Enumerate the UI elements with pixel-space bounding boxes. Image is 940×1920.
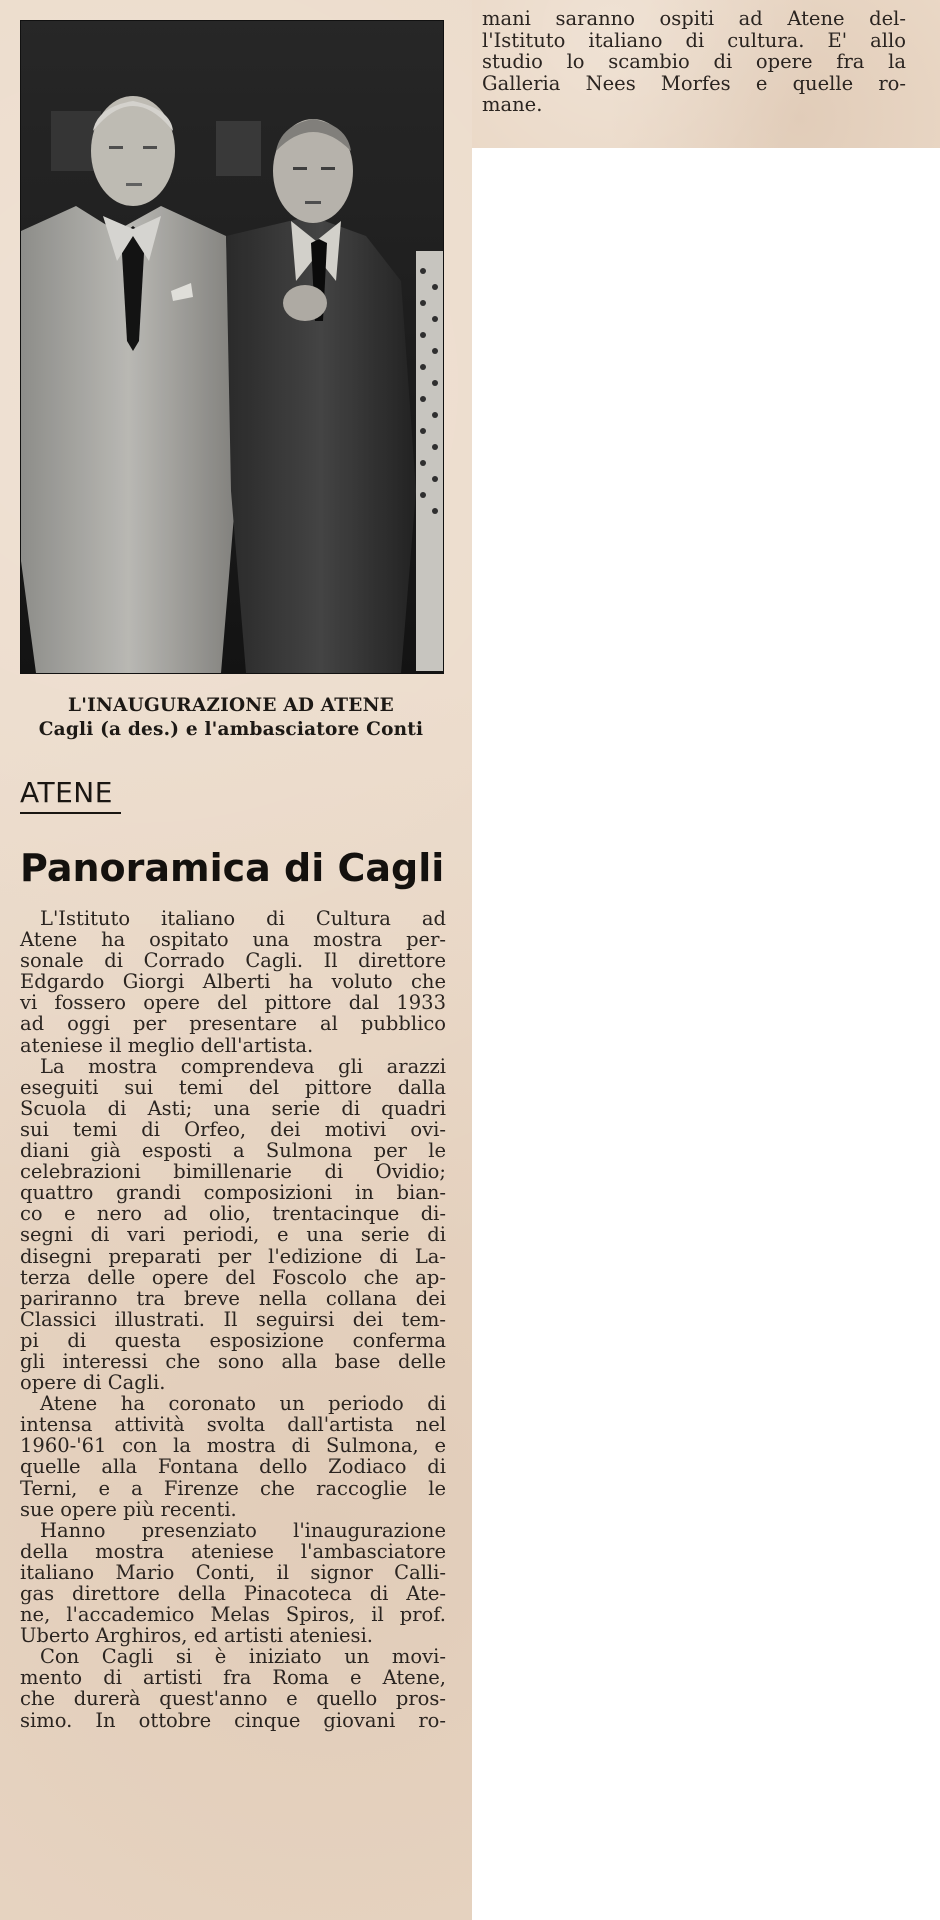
text-line: quattro grandi composizioni in bian- <box>20 1181 446 1205</box>
news-photo <box>20 20 444 674</box>
text-line: studio lo scambio di opere fra la <box>482 50 906 73</box>
text-line: simo. In ottobre cinque giovani ro- <box>20 1708 446 1732</box>
text-line: quelle alla Fontana dello Zodiaco di <box>20 1455 446 1479</box>
text-line: intensa attività svolta dall'artista nel <box>20 1413 446 1437</box>
text-line: Classici illustrati. Il seguirsi dei tem- <box>20 1307 446 1331</box>
text-line: sonale di Corrado Cagli. Il direttore <box>20 949 446 973</box>
text-line: gli interessi che sono alla base delle <box>20 1349 446 1373</box>
text-line: italiano Mario Conti, il signor Calli- <box>20 1560 446 1584</box>
text-line: L'Istituto italiano di Cultura ad <box>40 907 446 930</box>
article-body <box>20 908 446 1731</box>
text-line: diani già esposti a Sulmona per le <box>20 1139 446 1163</box>
text-line: Atene ha ospitato una mostra per- <box>20 928 446 952</box>
text-line: disegni preparati per l'edizione di La- <box>20 1244 446 1268</box>
section-underline <box>20 812 121 814</box>
text-line: 1960-'61 con la mostra di Sulmona, e <box>20 1434 446 1458</box>
photo-illustration <box>21 21 443 673</box>
text-line: sue opere più recenti. <box>20 1497 237 1521</box>
text-line: terza delle opere del Foscolo che ap- <box>20 1265 446 1289</box>
caption-line-2: Cagli (a des.) e l'ambasciatore Conti <box>38 719 424 740</box>
continuation-text <box>482 8 906 116</box>
text-line: La mostra comprendeva gli arazzi <box>40 1054 446 1078</box>
text-line: Hanno presenziato l'inaugurazione <box>40 1518 446 1542</box>
text-line: Uberto Arghiros, ed artisti ateniesi. <box>20 1624 373 1648</box>
text-line: opere di Cagli. <box>20 1371 166 1395</box>
text-line: ne, l'accademico Melas Spiros, il prof. <box>20 1603 446 1627</box>
text-line: Scuola di Asti; una serie di quadri <box>20 1096 446 1120</box>
text-line: l'Istituto italiano di cultura. E' allo <box>482 28 906 52</box>
text-line: Edgardo Giorgi Alberti ha voluto che <box>20 970 446 994</box>
text-line: pariranno tra breve nella collana dei <box>20 1286 446 1310</box>
text-line: mani saranno ospiti ad Atene del- <box>482 7 906 30</box>
text-line: che durerà quest'anno e quello pros- <box>20 1687 446 1711</box>
text-line: gas direttore della Pinacoteca di Ate- <box>20 1582 446 1605</box>
photo-caption <box>20 694 442 742</box>
text-line: Galleria Nees Morfes e quelle ro- <box>482 71 906 95</box>
article-headline: Panoramica di Cagli <box>20 846 445 890</box>
text-line: celebrazioni bimillenarie di Ovidio; <box>20 1160 446 1184</box>
text-line: co e nero ad olio, trentacinque di- <box>20 1202 446 1226</box>
text-line: mane. <box>482 93 543 116</box>
text-line: pi di questa esposizione conferma <box>20 1328 446 1352</box>
text-line: sui temi di Orfeo, dei motivi ovi- <box>20 1117 446 1141</box>
text-line: Con Cagli si è iniziato un movi- <box>40 1645 446 1669</box>
text-line: della mostra ateniese l'ambasciatore <box>20 1539 446 1563</box>
text-line: ateniese il meglio dell'artista. <box>20 1033 314 1057</box>
caption-line-1: L'INAUGURAZIONE AD ATENE <box>68 695 394 716</box>
text-line: Atene ha coronato un periodo di <box>40 1392 446 1416</box>
section-label: ATENE <box>20 776 113 809</box>
text-line: Terni, e a Firenze che raccoglie le <box>20 1476 446 1500</box>
text-line: vi fossero opere del pittore dal 1933 <box>20 991 446 1015</box>
text-line: eseguiti sui temi del pittore dalla <box>20 1075 446 1099</box>
text-line: segni di vari periodi, e una serie di <box>20 1223 446 1247</box>
text-line: mento di artisti fra Roma e Atene, <box>20 1666 446 1690</box>
text-line: ad oggi per presentare al pubblico <box>20 1012 446 1036</box>
